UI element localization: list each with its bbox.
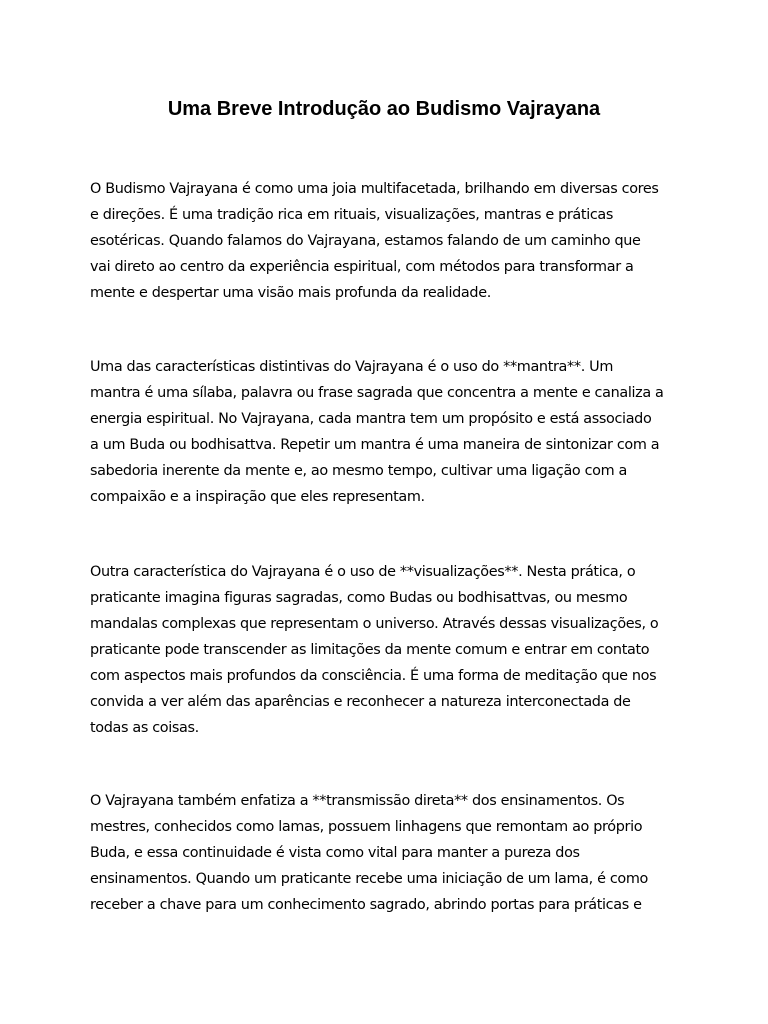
paragraph-line: Buda, e essa continuidade é vista como vital para manter a pureza dos (90, 845, 580, 861)
paragraph-line: a um Buda ou bodhisattva. Repetir um mantra é uma maneira de sintonizar com a (90, 437, 660, 453)
paragraph-line: esotéricas. Quando falamos do Vajrayana, estamos falando de um caminho que (90, 233, 641, 249)
paragraph-line: O Budismo Vajrayana é como uma joia multifacetada, brilhando em diversas cores (90, 181, 659, 197)
paragraph-line: e direções. É uma tradição rica em rituais, visualizações, mantras e práticas (90, 207, 614, 223)
paragraph-line: Uma das características distintivas do Vajrayana é o uso do **mantra**. Um (90, 359, 614, 375)
paragraph-line: sabedoria inerente da mente e, ao mesmo tempo, cultivar uma ligação com a (90, 463, 627, 479)
paragraph-line: mantra é uma sílaba, palavra ou frase sagrada que concentra a mente e canaliza a (90, 385, 664, 401)
paragraph-line: mente e despertar uma visão mais profunda da realidade. (90, 285, 491, 301)
paragraph-line: praticante imagina figuras sagradas, como Budas ou bodhisattvas, ou mesmo (90, 590, 628, 606)
paragraph-line: receber a chave para um conhecimento sagrado, abrindo portas para práticas e (90, 897, 642, 913)
paragraph-line: ensinamentos. Quando um praticante recebe uma iniciação de um lama, é como (90, 871, 648, 887)
paragraph-line: praticante pode transcender as limitações da mente comum e entrar em contato (90, 642, 650, 658)
paragraph-line: O Vajrayana também enfatiza a **transmissão direta** dos ensinamentos. Os (90, 793, 625, 809)
paragraph-line: mestres, conhecidos como lamas, possuem linhagens que remontam ao próprio (90, 819, 643, 835)
document-title: Uma Breve Introdução ao Budismo Vajrayana (167, 98, 601, 120)
paragraph-line: todas as coisas. (90, 720, 199, 736)
paragraph-line: convida a ver além das aparências e reconhecer a natureza interconectada de (90, 694, 631, 710)
paragraph-line: Outra característica do Vajrayana é o uso de **visualizações**. Nesta prática, o (90, 564, 636, 580)
paragraph-line: compaixão e a inspiração que eles representam. (90, 489, 425, 505)
paragraph-line: energia espiritual. No Vajrayana, cada mantra tem um propósito e está associado (90, 411, 652, 427)
paragraph-line: mandalas complexas que representam o universo. Através dessas visualizações, o (90, 616, 659, 632)
paragraph-line: vai direto ao centro da experiência espiritual, com métodos para transformar a (90, 259, 634, 275)
paragraph-line: com aspectos mais profundos da consciência. É uma forma de meditação que nos (90, 668, 657, 684)
